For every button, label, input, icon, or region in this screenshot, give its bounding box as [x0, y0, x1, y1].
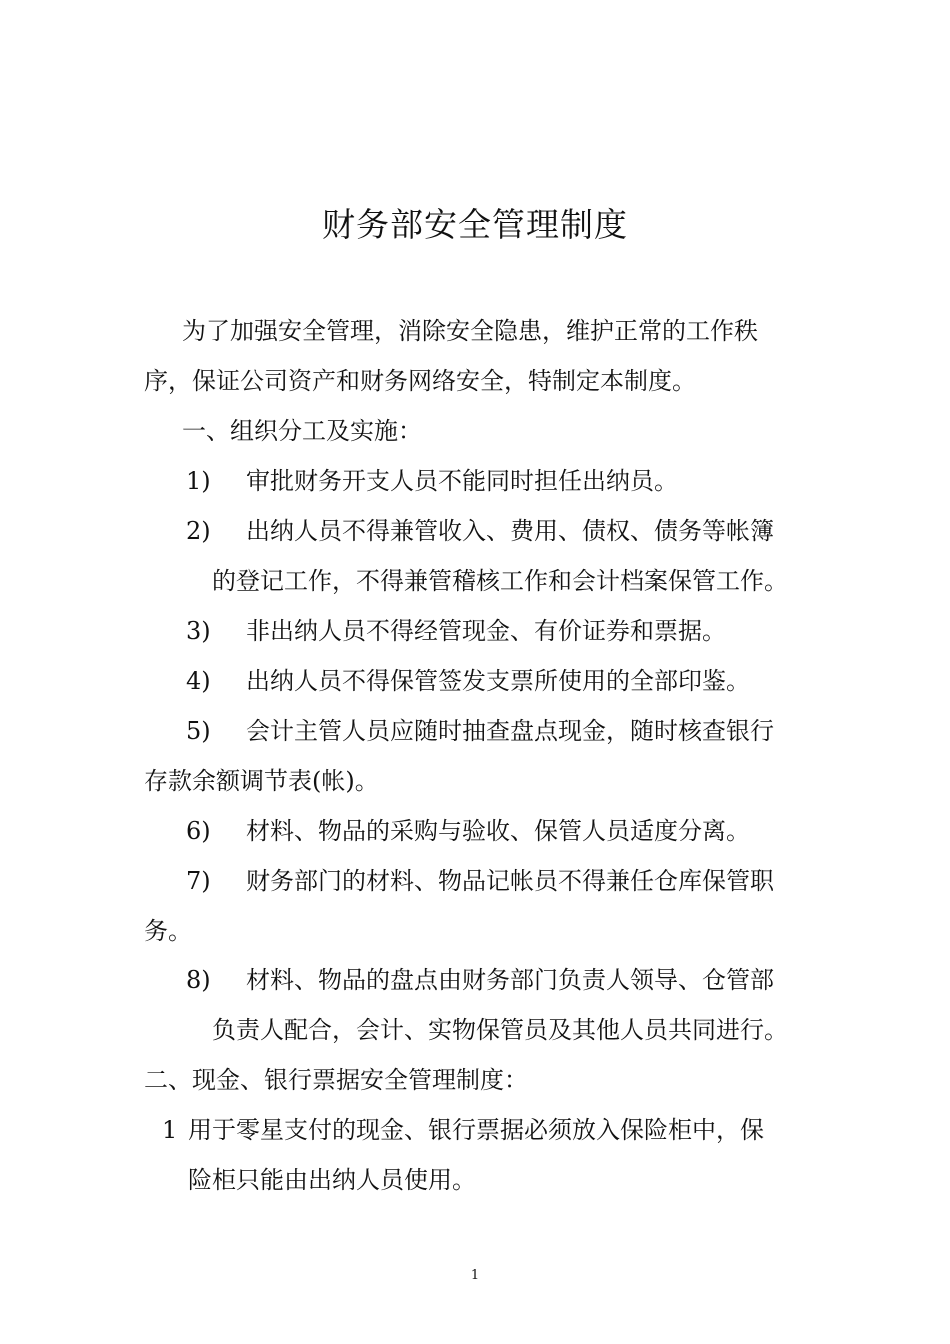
item-text: 材料、物品的盘点由财务部门负责人领导、仓管部 [246, 966, 774, 994]
list-item [186, 960, 774, 1000]
item-text: 审批财务开支人员不能同时担任出纳员。 [246, 467, 678, 495]
item-continuation: 务。 [144, 917, 192, 945]
item-number: 2) [186, 517, 211, 545]
page-number: 1 [470, 1268, 480, 1283]
item-continuation: 险柜只能由出纳人员使用。 [188, 1166, 476, 1194]
item-number: 7) [186, 867, 211, 895]
item-continuation: 的登记工作，不得兼管稽核工作和会计档案保管工作。 [212, 567, 788, 595]
list-item [186, 461, 678, 501]
list-item [186, 511, 774, 551]
item-text: 材料、物品的采购与验收、保管人员适度分离。 [246, 817, 750, 845]
list-item [186, 861, 774, 901]
item-number: 1 [162, 1116, 178, 1144]
section-heading-1: 一、组织分工及实施： [182, 417, 422, 445]
item-text: 用于零星支付的现金、银行票据必须放入保险柜中，保 [188, 1116, 764, 1144]
intro-line-2: 序，保证公司资产和财务网络安全，特制定本制度。 [144, 367, 696, 395]
section-heading-2: 二、现金、银行票据安全管理制度： [144, 1066, 528, 1094]
item-continuation: 存款余额调节表(帐)。 [144, 767, 379, 795]
item-number: 5) [186, 717, 211, 745]
item-number: 3) [186, 617, 211, 645]
item-number: 4) [186, 667, 211, 695]
item-number: 1) [186, 467, 211, 495]
intro-line-1: 为了加强安全管理，消除安全隐患，维护正常的工作秩 [182, 317, 758, 345]
item-number: 8) [186, 966, 211, 994]
item-text: 非出纳人员不得经管现金、有价证券和票据。 [246, 617, 726, 645]
item-text: 出纳人员不得兼管收入、费用、债权、债务等帐簿 [246, 517, 774, 545]
list-item [186, 661, 750, 701]
item-text: 会计主管人员应随时抽查盘点现金，随时核查银行 [246, 717, 774, 745]
list-item [186, 811, 750, 851]
item-number: 6) [186, 817, 211, 845]
item-text: 出纳人员不得保管签发支票所使用的全部印鉴。 [246, 667, 750, 695]
list-item [186, 711, 774, 751]
item-text: 财务部门的材料、物品记帐员不得兼任仓库保管职 [246, 867, 774, 895]
list-item [162, 1110, 764, 1150]
document-title: 财务部安全管理制度 [322, 205, 628, 244]
item-continuation: 负责人配合，会计、实物保管员及其他人员共同进行。 [212, 1016, 788, 1044]
list-item [186, 611, 726, 651]
